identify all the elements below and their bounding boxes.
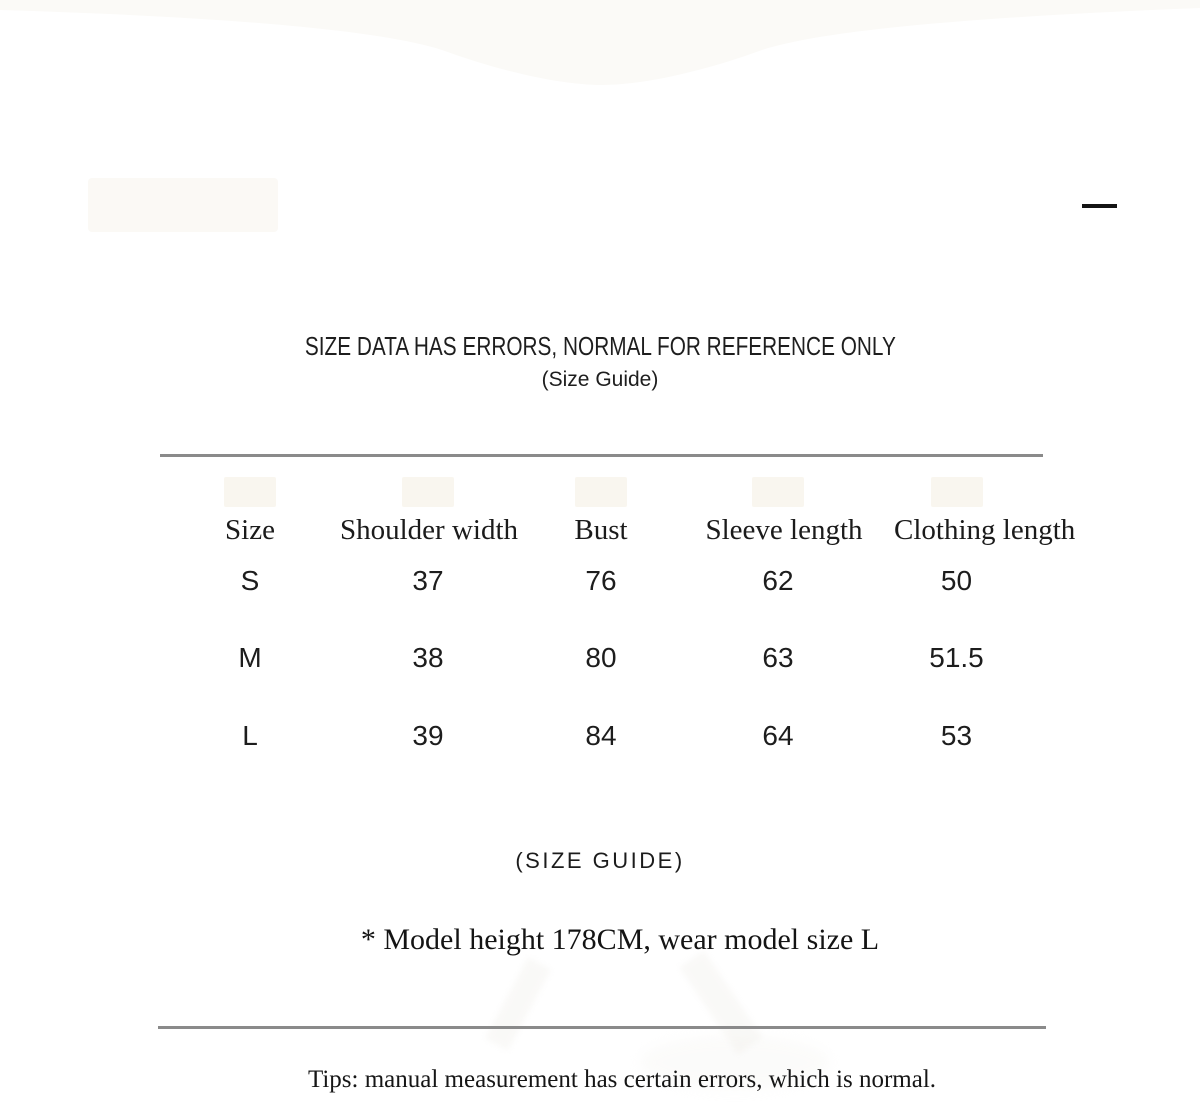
top-divider [160,454,1043,457]
cell-sleeve-length: 64 [762,720,794,751]
size-table-header-row [160,513,1076,547]
cell-bust: 84 [585,720,617,751]
cell-clothing-length: 53 [940,720,973,751]
table-row-l [160,721,1043,751]
table-row-m [160,643,1043,673]
header-highlight-row [160,477,1043,507]
cell-bust: 80 [585,642,617,673]
header-highlight [575,477,627,507]
tips-note: Tips: manual measurement has certain errors, which is normal. [307,1066,937,1093]
model-note: * Model height 178CM, wear model size L [360,923,880,956]
size-guide-heading: (SIZE GUIDE) [515,848,685,873]
cell-size: L [242,720,258,751]
dash-mark [1082,204,1117,208]
column-header-size: Size [225,514,275,546]
cell-shoulder-width: 39 [412,720,444,751]
size-disclaimer-text: SIZE DATA HAS ERRORS, NORMAL FOR REFERENCE ONLY [304,331,896,361]
bottom-divider [158,1026,1046,1029]
cell-shoulder-width: 37 [412,565,444,596]
watermark-remnant [485,957,551,1050]
size-disclaimer-title [0,331,1200,362]
cell-clothing-length: 51.5 [929,642,984,673]
cell-clothing-length: 50 [940,565,973,596]
column-header-shoulder-width: Shoulder width [340,514,519,546]
cell-size: M [238,642,262,673]
cell-size: S [240,565,260,596]
column-header-clothing-length: Clothing length [894,514,1076,546]
header-highlight [402,477,454,507]
size-guide-subtitle: (Size Guide) [541,368,659,391]
cell-sleeve-length: 63 [762,642,794,673]
header-highlight [752,477,804,507]
product-photo-edge [0,0,1200,100]
header-highlight [931,477,983,507]
photo-remnant-block [88,178,278,232]
cell-shoulder-width: 38 [412,642,444,673]
cell-sleeve-length: 62 [762,565,794,596]
column-header-sleeve-length: Sleeve length [705,514,863,546]
cell-bust: 76 [585,565,617,596]
table-row-s [160,566,1043,596]
header-highlight [224,477,276,507]
column-header-bust: Bust [574,514,628,546]
